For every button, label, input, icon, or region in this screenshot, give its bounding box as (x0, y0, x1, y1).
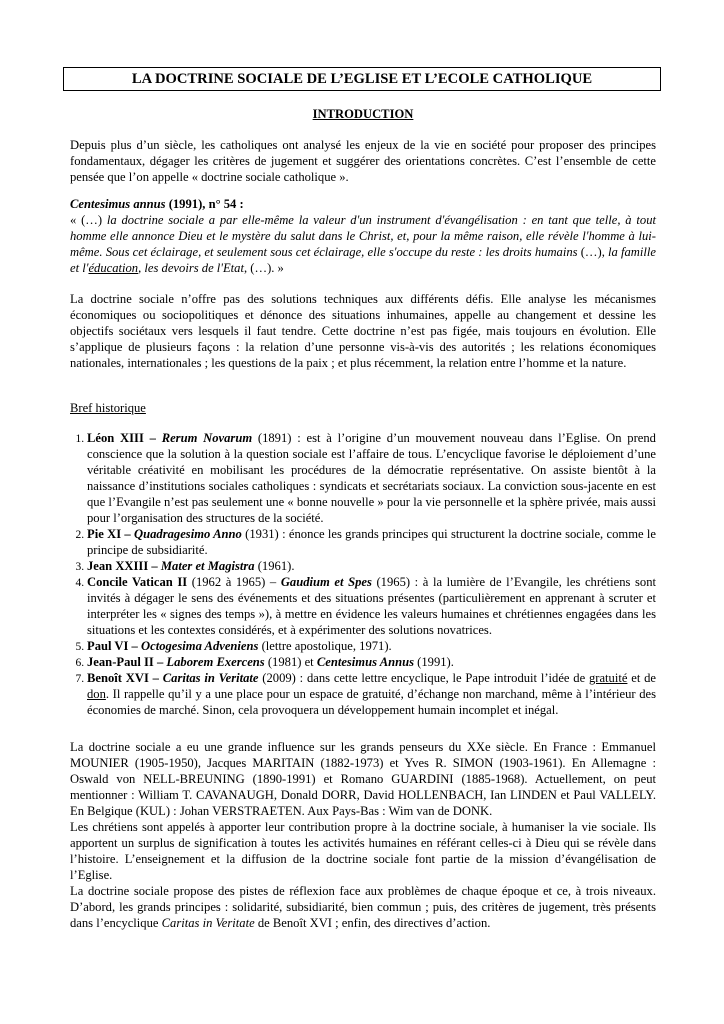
history-item (87, 670, 656, 718)
history-council: Concile Vatican II (87, 575, 188, 589)
history-pope: Jean-Paul II – (87, 655, 167, 669)
quote-ellipsis: (…), (577, 245, 609, 259)
history-pope: Pie XI – (87, 527, 135, 541)
history-encyclical: Gaudium et Spes (280, 575, 372, 589)
closing-section (70, 739, 656, 931)
history-desc-2: (1991). (414, 655, 454, 669)
paragraph-5 (70, 883, 656, 931)
quote-text-b: la famille et l' (70, 245, 656, 275)
paragraph-5-c: de Benoît XVI ; enfin, des directives d’action. (254, 916, 491, 930)
paragraph-4: Les chrétiens sont appelés à apporter leur contribution propre à la doctrine sociale, à humaniser la vie sociale. Ils apportent un surplus de signification à toutes les activités humaines en référant celles-ci à Dieu qui se révèle dans l’histoire. L’enseignement et la diffusion de la doctrine sociale font partie de la mission d’évangélisation de l’Eglise. (70, 820, 656, 882)
history-desc-mid: et de (627, 671, 656, 685)
history-pope: Benoît XVI – (87, 671, 163, 685)
historique-heading-text: Bref historique (70, 401, 146, 415)
quote-source (70, 196, 656, 212)
history-list (70, 430, 656, 718)
document-title: LA DOCTRINE SOCIALE DE L’EGLISE ET L’ECOLE CATHOLIQUE (63, 67, 661, 91)
quote-education-link: éducation (88, 261, 139, 275)
history-encyclical: Rerum Novarum (161, 431, 253, 445)
history-desc: (1961). (254, 559, 295, 573)
history-item (87, 654, 656, 670)
quote-block (70, 196, 656, 276)
history-dates: (1962 à 1965) – (187, 575, 281, 589)
gratuite-link: gratuité (588, 671, 628, 685)
history-pope: Jean XXIII – (87, 559, 161, 573)
history-pope: Léon XIII – (87, 431, 162, 445)
history-desc: (1965) : à la lumière de l’Evangile, les chrétiens sont invités à dégager le sens des événements et des situations présentes (particulièrement en apprenant à scruter et interpréter les « signes des temps »), à mettre en évidence les valeurs humaines et chrétiennes engagées dans les situations et les contextes considérés, et à expérimenter des solutions novatrices. (87, 575, 657, 637)
don-link: don (87, 687, 106, 701)
history-desc-end: . Il rappelle qu’il y a une place pour un espace de gratuité, d’échange non marchand, même à l’intérieur des économies de marché. Sinon, cela provoquera un développement humain incomplet et inégal. (87, 687, 656, 717)
quote-text (70, 212, 656, 276)
quote-source-rest: (1991), n° 54 : (165, 197, 244, 211)
paragraph-5-a: La doctrine sociale propose des pistes de réflexion face aux problèmes de chaque époque et ce, à trois niveaux. D’abord, les grands principes : solidarité, subsidiarité, bien commun ; puis, des critères de jugement, très présents dans l’encyclique (70, 884, 656, 930)
paragraph-5-encyclical: Caritas in Veritate (161, 916, 255, 930)
history-encyclical: Quadragesimo Anno (134, 527, 242, 541)
history-desc: (1981) et (264, 655, 317, 669)
quote-source-title: Centesimus annus (70, 197, 166, 211)
quote-open: « (…) (70, 213, 107, 227)
quote-text-c: , les devoirs de l'Etat (138, 261, 244, 275)
history-encyclical: Mater et Magistra (160, 559, 255, 573)
history-desc: (1931) : énonce les grands principes qui structurent la doctrine sociale, comme le principe de subsidiarité. (87, 527, 656, 557)
history-item (87, 638, 656, 654)
history-item (87, 558, 656, 574)
history-item (87, 430, 656, 526)
historique-heading (70, 400, 656, 416)
paragraph-2: La doctrine sociale n’offre pas des solutions techniques aux différents défis. Elle analyse les mécanismes économiques ou sociopolitiques et dénonce des situations inhumaines, appelle au changement et dessine les objectifs sociétaux vers lesquels il faut tendre. Cette doctrine n’est pas figée, mais toujours en évolution. Elle s’applique de plusieurs façons : la relation d’une personne vis-à-vis des autorités ; les relations économiques nationales, internationales ; les questions de la paix ; et plus récemment, la relation entre l’homme et la nature. (70, 292, 656, 370)
quote-italic-a: la doctrine sociale a par elle-même la valeur d'un instrument d'évangélisation : en tant que telle, à tout homme elle annonce Dieu et le mystère du salut dans le Christ, et, pour la même raison, elle révèle l'homme à lui-même. Sous cet éclairage, et seulement sous cet éclairage, elle s'occupe du reste : les droits humains (70, 213, 656, 259)
history-encyclical: Laborem Exercens (166, 655, 265, 669)
paragraph-3: La doctrine sociale a eu une grande influence sur les grands penseurs du XXe siècle. En France : Emmanuel MOUNIER (1905-1950), Jacques MARITAIN (1882-1973) et Yves R. SIMON (1903-1961). En Allemagne : Oswald von NELL-BREUNING (1890-1991) et Romano GUARDINI (1885-1968). Actuellement, on peut mentionner : William T. CAVANAUGH, Donald DORR, David HOLLENBACH, Ian LINDEN et Paul VALLELY. En Belgique (KUL) : Johan VERSTRAETEN. Aux Pays-Bas : Wim van de DONK. (70, 740, 656, 818)
quote-close: , (…). » (243, 261, 284, 275)
history-desc: (2009) : dans cette lettre encyclique, le Pape introduit l’idée de (258, 671, 589, 685)
history-list-container (70, 430, 656, 718)
history-encyclical: Caritas in Veritate (162, 671, 259, 685)
history-item (87, 574, 656, 638)
history-encyclical-2: Centesimus Annus (316, 655, 415, 669)
history-item (87, 526, 656, 558)
history-desc: (1891) : est à l’origine d’un mouvement nouveau dans l’Eglise. On prend conscience que la solution à la question sociale est l’affaire de tous. L’encyclique favorise le déploiement d’une véritable créativité en mobilisant les procédures de la démocratie représentative. On assiste bientôt à la naissance d’institutions sociales catholiques : syndicats et secrétariats sociaux. La conviction sous-jacente en est que l’Evangile n’est pas seulement une « bonne nouvelle » pour la vie personnelle et la sphère privée, mais aussi pour l’organisation des structures de la société. (87, 431, 656, 525)
intro-paragraph: Depuis plus d’un siècle, les catholiques ont analysé les enjeux de la vie en société pour proposer des principes fondamentaux, dégager les critères de jugement et suggérer des orientations concrètes. C’est l’ensemble de cette pensée que l’on appelle « doctrine sociale catholique ». (70, 138, 656, 184)
history-encyclical: Octogesima Adveniens (141, 639, 259, 653)
introduction-heading: INTRODUCTION (312, 107, 414, 121)
history-pope: Paul VI – (87, 639, 142, 653)
history-desc: (lettre apostolique, 1971). (258, 639, 392, 653)
